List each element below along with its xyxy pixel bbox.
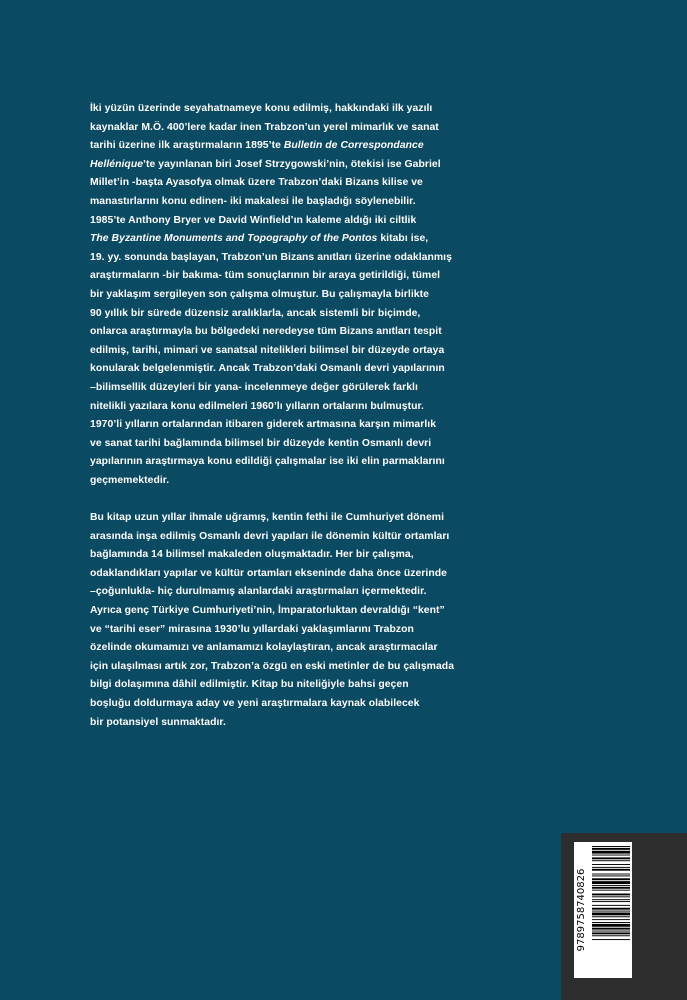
text-run: özelinde okumamızı ve anlamamızı kolaylaştıran, ancak araştırmacılar	[90, 642, 438, 654]
text-run: –çoğunlukla- hiç durulmamış alanlardaki araştırmaları içermektedir.	[90, 586, 427, 598]
text-line	[90, 249, 470, 268]
text-line	[90, 379, 470, 398]
barcode-bar	[592, 875, 630, 876]
barcode-bar	[592, 846, 630, 847]
barcode-bar	[592, 935, 630, 936]
barcode-bar	[592, 885, 630, 886]
text-run: manastırlarını konu edinen- iki makalesi ile başladığı söylenebilir.	[90, 195, 416, 207]
text-run: kaynaklar M.Ö. 400’lere kadar inen Trabzon’un yerel mimarlık ve sanat	[90, 121, 439, 133]
text-line	[90, 583, 470, 602]
barcode-bar	[592, 855, 630, 856]
text-line	[90, 602, 470, 621]
text-run: boşluğu doldurmaya aday ve yeni araştırmalara kaynak olabilecek	[90, 698, 420, 709]
paragraph	[90, 509, 470, 732]
text-line	[90, 323, 470, 342]
text-run: için ulaşılması artık zor, Trabzon’a özgü en eski metinler de bu çalışmada	[90, 660, 455, 672]
barcode-bar	[592, 939, 630, 940]
text-run: –bilimsellik düzeyleri bir yana- incelenmeye değer görülerek farklı	[90, 381, 418, 393]
barcode-bar	[592, 916, 630, 917]
barcode-bar	[592, 901, 630, 902]
text-run: ve sanat tarihi bağlamında bilimsel bir düzeyde kentin Osmanlı devri	[90, 437, 432, 449]
text-line	[90, 676, 470, 695]
barcode-bar	[592, 919, 630, 920]
text-line	[90, 435, 470, 454]
italic-title: Bulletin de Correspondance	[283, 140, 424, 152]
barcode-bar	[592, 867, 630, 868]
italic-title: Hellénique	[90, 158, 144, 170]
text-run: konularak belgelenmiştir. Ancak Trabzon’daki Osmanlı devri yapılarının	[90, 363, 445, 375]
barcode-bar	[592, 928, 630, 930]
text-line	[90, 342, 470, 361]
text-line	[90, 137, 470, 156]
text-run: edilmiş, tarihi, mimari ve sanatsal nitelikleri bilimsel bir düzeyde ortaya	[90, 344, 445, 356]
barcode-bar	[592, 890, 630, 891]
text-line	[90, 621, 470, 640]
text-run: tarihi üzerine ilk araştırmaların 1895’te	[90, 140, 284, 152]
text-run: Bu kitap uzun yıllar ihmale uğramış, kentin fethi ile Cumhuriyet dönemi	[90, 512, 445, 524]
text-line	[90, 639, 470, 658]
text-run: arasında inşa edilmiş Osmanlı devri yapıları ile dönemin kültür ortamları	[90, 530, 450, 542]
barcode-bar	[592, 911, 630, 912]
barcode	[574, 842, 632, 978]
text-run: Ayrıca genç Türkiye Cumhuriyeti’nin, İmparatorluktan devraldığı “kent”	[90, 605, 445, 617]
text-run: onlarca araştırmayla bu bölgedeki neredeyse tüm Bizans anıtları tespit	[90, 326, 442, 338]
text-line	[90, 509, 470, 528]
barcode-bar	[592, 908, 630, 910]
text-line	[90, 528, 470, 547]
text-run: bağlamında 14 bilimsel makaleden oluşmaktadır. Her bir çalışma,	[90, 549, 414, 561]
text-run: araştırmaların -bir bakıma- tüm sonuçlarının bir araya getirildiği, tümel	[90, 270, 441, 282]
text-line	[90, 453, 470, 472]
barcode-number: 9789758740826	[576, 868, 587, 952]
text-run: bir potansiyel sunmaktadır.	[90, 716, 226, 728]
paragraph	[90, 100, 470, 490]
text-line	[90, 267, 470, 286]
text-line	[90, 286, 470, 305]
text-line	[90, 714, 470, 733]
text-line	[90, 212, 470, 231]
barcode-bar	[592, 860, 630, 861]
text-run: bir yaklaşım sergileyen son çalışma olmuştur. Bu çalışmayla birlikte	[90, 288, 429, 300]
text-line	[90, 472, 470, 491]
text-line	[90, 416, 470, 435]
barcode-bar	[592, 857, 630, 859]
text-run: kitabı ise,	[377, 233, 429, 245]
text-line	[90, 156, 470, 175]
text-line	[90, 546, 470, 565]
barcode-bar	[592, 887, 630, 889]
text-run: odaklandıkları yapılar ve kültür ortamları ekseninde daha önce üzerinde	[90, 567, 447, 579]
barcode-bar	[592, 869, 630, 871]
text-run: ve “tarihi eser” mirasına 1930’lu yıllardaki yaklaşımlarını Trabzon	[90, 623, 414, 635]
barcode-bar	[592, 848, 630, 850]
text-line	[90, 360, 470, 379]
barcode-bar	[592, 864, 630, 865]
text-run: Millet’in -başta Ayasofya olmak üzere Trabzon’daki Bizans kilise ve	[90, 177, 423, 189]
blurb-text	[90, 100, 470, 732]
barcode-bar	[592, 905, 630, 906]
barcode-bar	[592, 913, 630, 916]
italic-title: The Byzantine Monuments and Topography of the Pontos	[90, 233, 378, 245]
text-run: 1985’te Anthony Bryer ve David Winfield’ın kaleme aldığı iki ciltlik	[90, 214, 417, 226]
barcode-bar	[592, 894, 630, 896]
text-run: 19. yy. sonunda başlayan, Trabzon’un Bizans anıtları üzerine odaklanmış	[90, 251, 452, 263]
text-run: 1970’li yılların ortalarından itibaren giderek artmasına karşın mimarlık	[90, 419, 437, 431]
text-run: İki yüzün üzerinde seyahatnameye konu edilmiş, hakkındaki ilk yazılı	[90, 103, 433, 114]
text-line	[90, 230, 470, 249]
text-line	[90, 305, 470, 324]
text-line	[90, 174, 470, 193]
text-run: geçmemektedir.	[90, 474, 170, 486]
text-line	[90, 398, 470, 417]
text-line	[90, 565, 470, 584]
barcode-bar	[592, 878, 630, 880]
barcode-bar	[592, 922, 630, 923]
barcode-bar	[592, 932, 630, 934]
text-run: bilgi dolaşımına dâhil edilmiştir. Kitap bu niteliğiyle bahsi geçen	[90, 679, 409, 691]
text-run: ’te yayınlanan biri Josef Strzygowski’nin, ötekisi ise Gabriel	[143, 158, 441, 170]
barcode-bar	[592, 924, 630, 927]
text-line	[90, 193, 470, 212]
barcode-bar	[592, 874, 630, 875]
text-run: yapılarının araştırmaya konu edildiği çalışmalar ise iki elin parmaklarını	[90, 456, 445, 468]
barcode-bar	[592, 899, 630, 900]
text-line	[90, 695, 470, 714]
barcode-bar	[592, 881, 630, 884]
barcode-bars	[574, 842, 632, 978]
text-line	[90, 100, 470, 119]
text-run: nitelikli yazılara konu edilmeleri 1960’lı yılların ortalarını bulmuştur.	[90, 400, 424, 412]
barcode-bar	[592, 931, 630, 932]
text-line	[90, 658, 470, 677]
text-run: 90 yıllık bir sürede düzensiz aralıklarla, ancak sistemli bir biçimde,	[90, 307, 421, 319]
barcode-bar	[592, 851, 630, 854]
text-line	[90, 119, 470, 138]
barcode-bar	[592, 896, 630, 897]
